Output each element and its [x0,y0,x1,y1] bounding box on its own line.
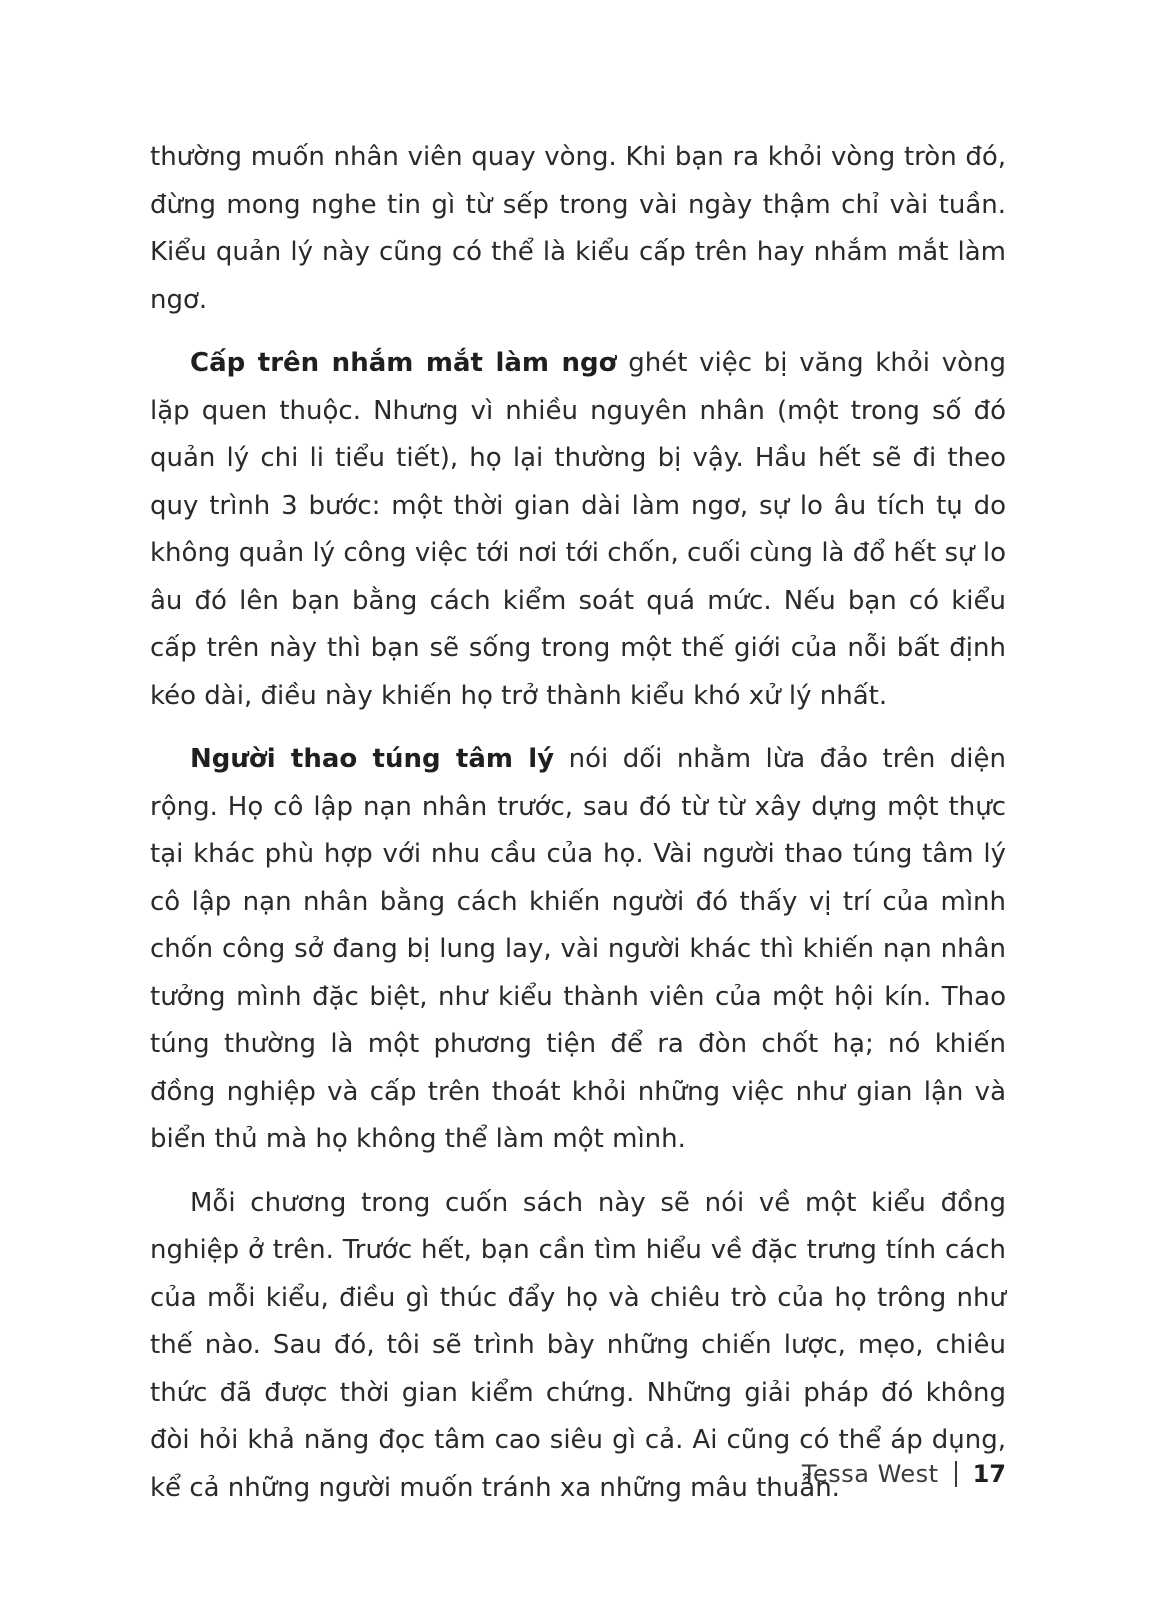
footer-author: Tessa West [801,1460,939,1488]
body-text [150,134,1006,1528]
paragraph-1 [150,134,1006,324]
paragraph-2 [150,340,1006,720]
paragraph-3-bold: Người thao túng tâm lý [190,744,555,774]
paragraph-4-text: Mỗi chương trong cuốn sách này sẽ nói về một kiểu đồng nghiệp ở trên. Trước hết, bạn cần tìm hiểu về đặc trưng tính cách của mỗi kiểu, điều gì thúc đẩy họ và chiêu trò của họ trông như thế nào. Sau đó, tôi sẽ trình bày những chiến lược, mẹo, chiêu thức đã được thời gian kiểm chứng. Những giải pháp đó không đòi hỏi khả năng đọc tâm cao siêu gì cả. Ai cũng có thể áp dụng, kể cả những người muốn tránh xa những mâu thuẫn. [150,1187,1006,1503]
page-number: 17 [972,1460,1006,1488]
paragraph-1-text: thường muốn nhân viên quay vòng. Khi bạn ra khỏi vòng tròn đó, đừng mong nghe tin gì từ sếp trong vài ngày thậm chỉ vài tuần. Kiểu quản lý này cũng có thể là kiểu cấp trên hay nhắm mắt làm ngơ. [150,142,1006,315]
paragraph-3 [150,736,1006,1164]
page-footer [802,1460,1006,1488]
paragraph-2-bold: Cấp trên nhắm mắt làm ngơ [190,348,617,378]
paragraph-3-text: nói dối nhằm lừa đảo trên diện rộng. Họ cô lập nạn nhân trước, sau đó từ từ xây dựng một thực tại khác phù hợp với nhu cầu của họ. Vài người thao túng tâm lý cô lập nạn nhân bằng cách khiến người đó thấy vị trí của mình chốn công sở đang bị lung lay, vài người khác thì khiến nạn nhân tưởng mình đặc biệt, như kiểu thành viên của một hội kín. Thao túng thường là một phương tiện để ra đòn chốt hạ; nó khiến đồng nghiệp và cấp trên thoát khỏi những việc như gian lận và biển thủ mà họ không thể làm một mình. [150,744,1006,1154]
paragraph-2-text: ghét việc bị văng khỏi vòng lặp quen thuộc. Nhưng vì nhiều nguyên nhân (một trong số đó quản lý chi li tiểu tiết), họ lại thường bị vậy. Hầu hết sẽ đi theo quy trình 3 bước: một thời gian dài làm ngơ, sự lo âu tích tụ do không quản lý công việc tới nơi tới chốn, cuối cùng là đổ hết sự lo âu đó lên bạn bằng cách kiểm soát quá mức. Nếu bạn có kiểu cấp trên này thì bạn sẽ sống trong một thế giới của nỗi bất định kéo dài, điều này khiến họ trở thành kiểu khó xử lý nhất. [150,348,1006,711]
footer-divider [955,1461,957,1487]
